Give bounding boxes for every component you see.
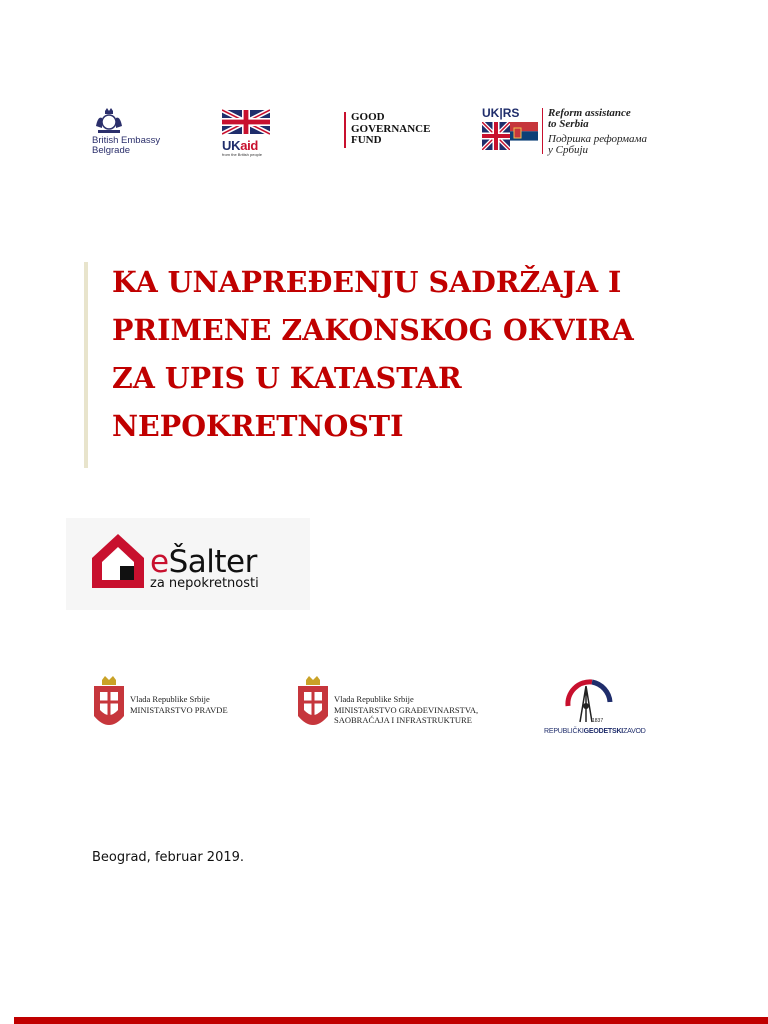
ggf-line1: GOOD: [351, 111, 385, 123]
document-title: [112, 258, 712, 450]
title-line2: PRIMENE ZAKONSKOG OKVIRA: [112, 313, 634, 347]
esalter-subtitle: za nepokretnosti: [150, 576, 259, 591]
title-accent-bar: [84, 262, 88, 468]
ukrs-cyrillic-line2: у Србији: [548, 144, 589, 156]
rgz-label: [544, 728, 646, 735]
geodetic-compass-icon: [562, 676, 614, 728]
ukaid-aid: aid: [240, 138, 259, 153]
title-line4: NEPOKRETNOSTI: [112, 409, 404, 443]
serbian-coat-of-arms-icon: [92, 676, 126, 736]
ukrs-reform-line1: Reform assistance: [548, 107, 631, 119]
ukrs-reform-logo: [482, 106, 672, 156]
union-jack-icon: [222, 108, 270, 136]
uk-serbia-flags-icon: [482, 122, 538, 150]
embassy-line1: British Embassy: [92, 135, 161, 146]
rgz-logo: [544, 676, 646, 740]
ministry-construction-logo: [296, 676, 506, 738]
footer-accent-bar: [14, 1017, 768, 1024]
ggf-line3: FUND: [351, 134, 382, 146]
esalter-name-rest: Šalter: [168, 544, 257, 580]
title-line3: ZA UPIS U KATASTAR: [112, 361, 462, 395]
rgz-label-b: GEODETSKI: [583, 728, 624, 735]
ministry-justice-name: MINISTARSTVO PRAVDE: [130, 705, 228, 715]
good-governance-fund-logo: [344, 112, 463, 148]
embassy-line2: Belgrade: [92, 145, 131, 156]
ministry-construction-gov: Vlada Republike Srbije: [334, 694, 414, 704]
serbian-coat-of-arms-icon: [296, 676, 330, 736]
british-embassy-logo: [92, 106, 172, 154]
royal-coat-of-arms-icon: [92, 106, 126, 136]
house-icon: [88, 530, 148, 590]
ukrs-reform-line2: to Serbia: [548, 118, 589, 130]
ministry-construction-name-line1: MINISTARSTVO GRAĐEVINARSTVA,: [334, 705, 479, 715]
ukaid-subtitle: from the British people: [222, 152, 263, 157]
title-line1: KA UNAPREĐENJU SADRŽAJA I: [112, 265, 622, 299]
ministry-justice-logo: [92, 676, 262, 738]
ukrs-badge: UK|RS: [482, 106, 520, 120]
ukaid-uk: UK: [222, 138, 241, 153]
ggf-line2: GOVERNANCE: [351, 122, 431, 135]
ukrs-cyrillic-line1: Подршка реформама: [548, 133, 648, 145]
ukaid-logo: [222, 108, 272, 158]
esalter-name-e: e: [150, 544, 169, 580]
ministry-construction-name-line2: SAOBRAĆAJA I INFRASTRUKTURE: [334, 715, 472, 725]
esalter-logo: [66, 518, 310, 610]
rgz-label-a: REPUBLIČKI: [544, 728, 584, 735]
rgz-year: 1837: [592, 718, 604, 724]
rgz-label-c: ZAVOD: [623, 728, 646, 735]
date-location: Beograd, februar 2019.: [92, 850, 245, 865]
ministry-construction-name: [334, 705, 478, 725]
ukrs-divider: [542, 108, 543, 154]
ministry-justice-gov: Vlada Republike Srbije: [130, 694, 210, 704]
